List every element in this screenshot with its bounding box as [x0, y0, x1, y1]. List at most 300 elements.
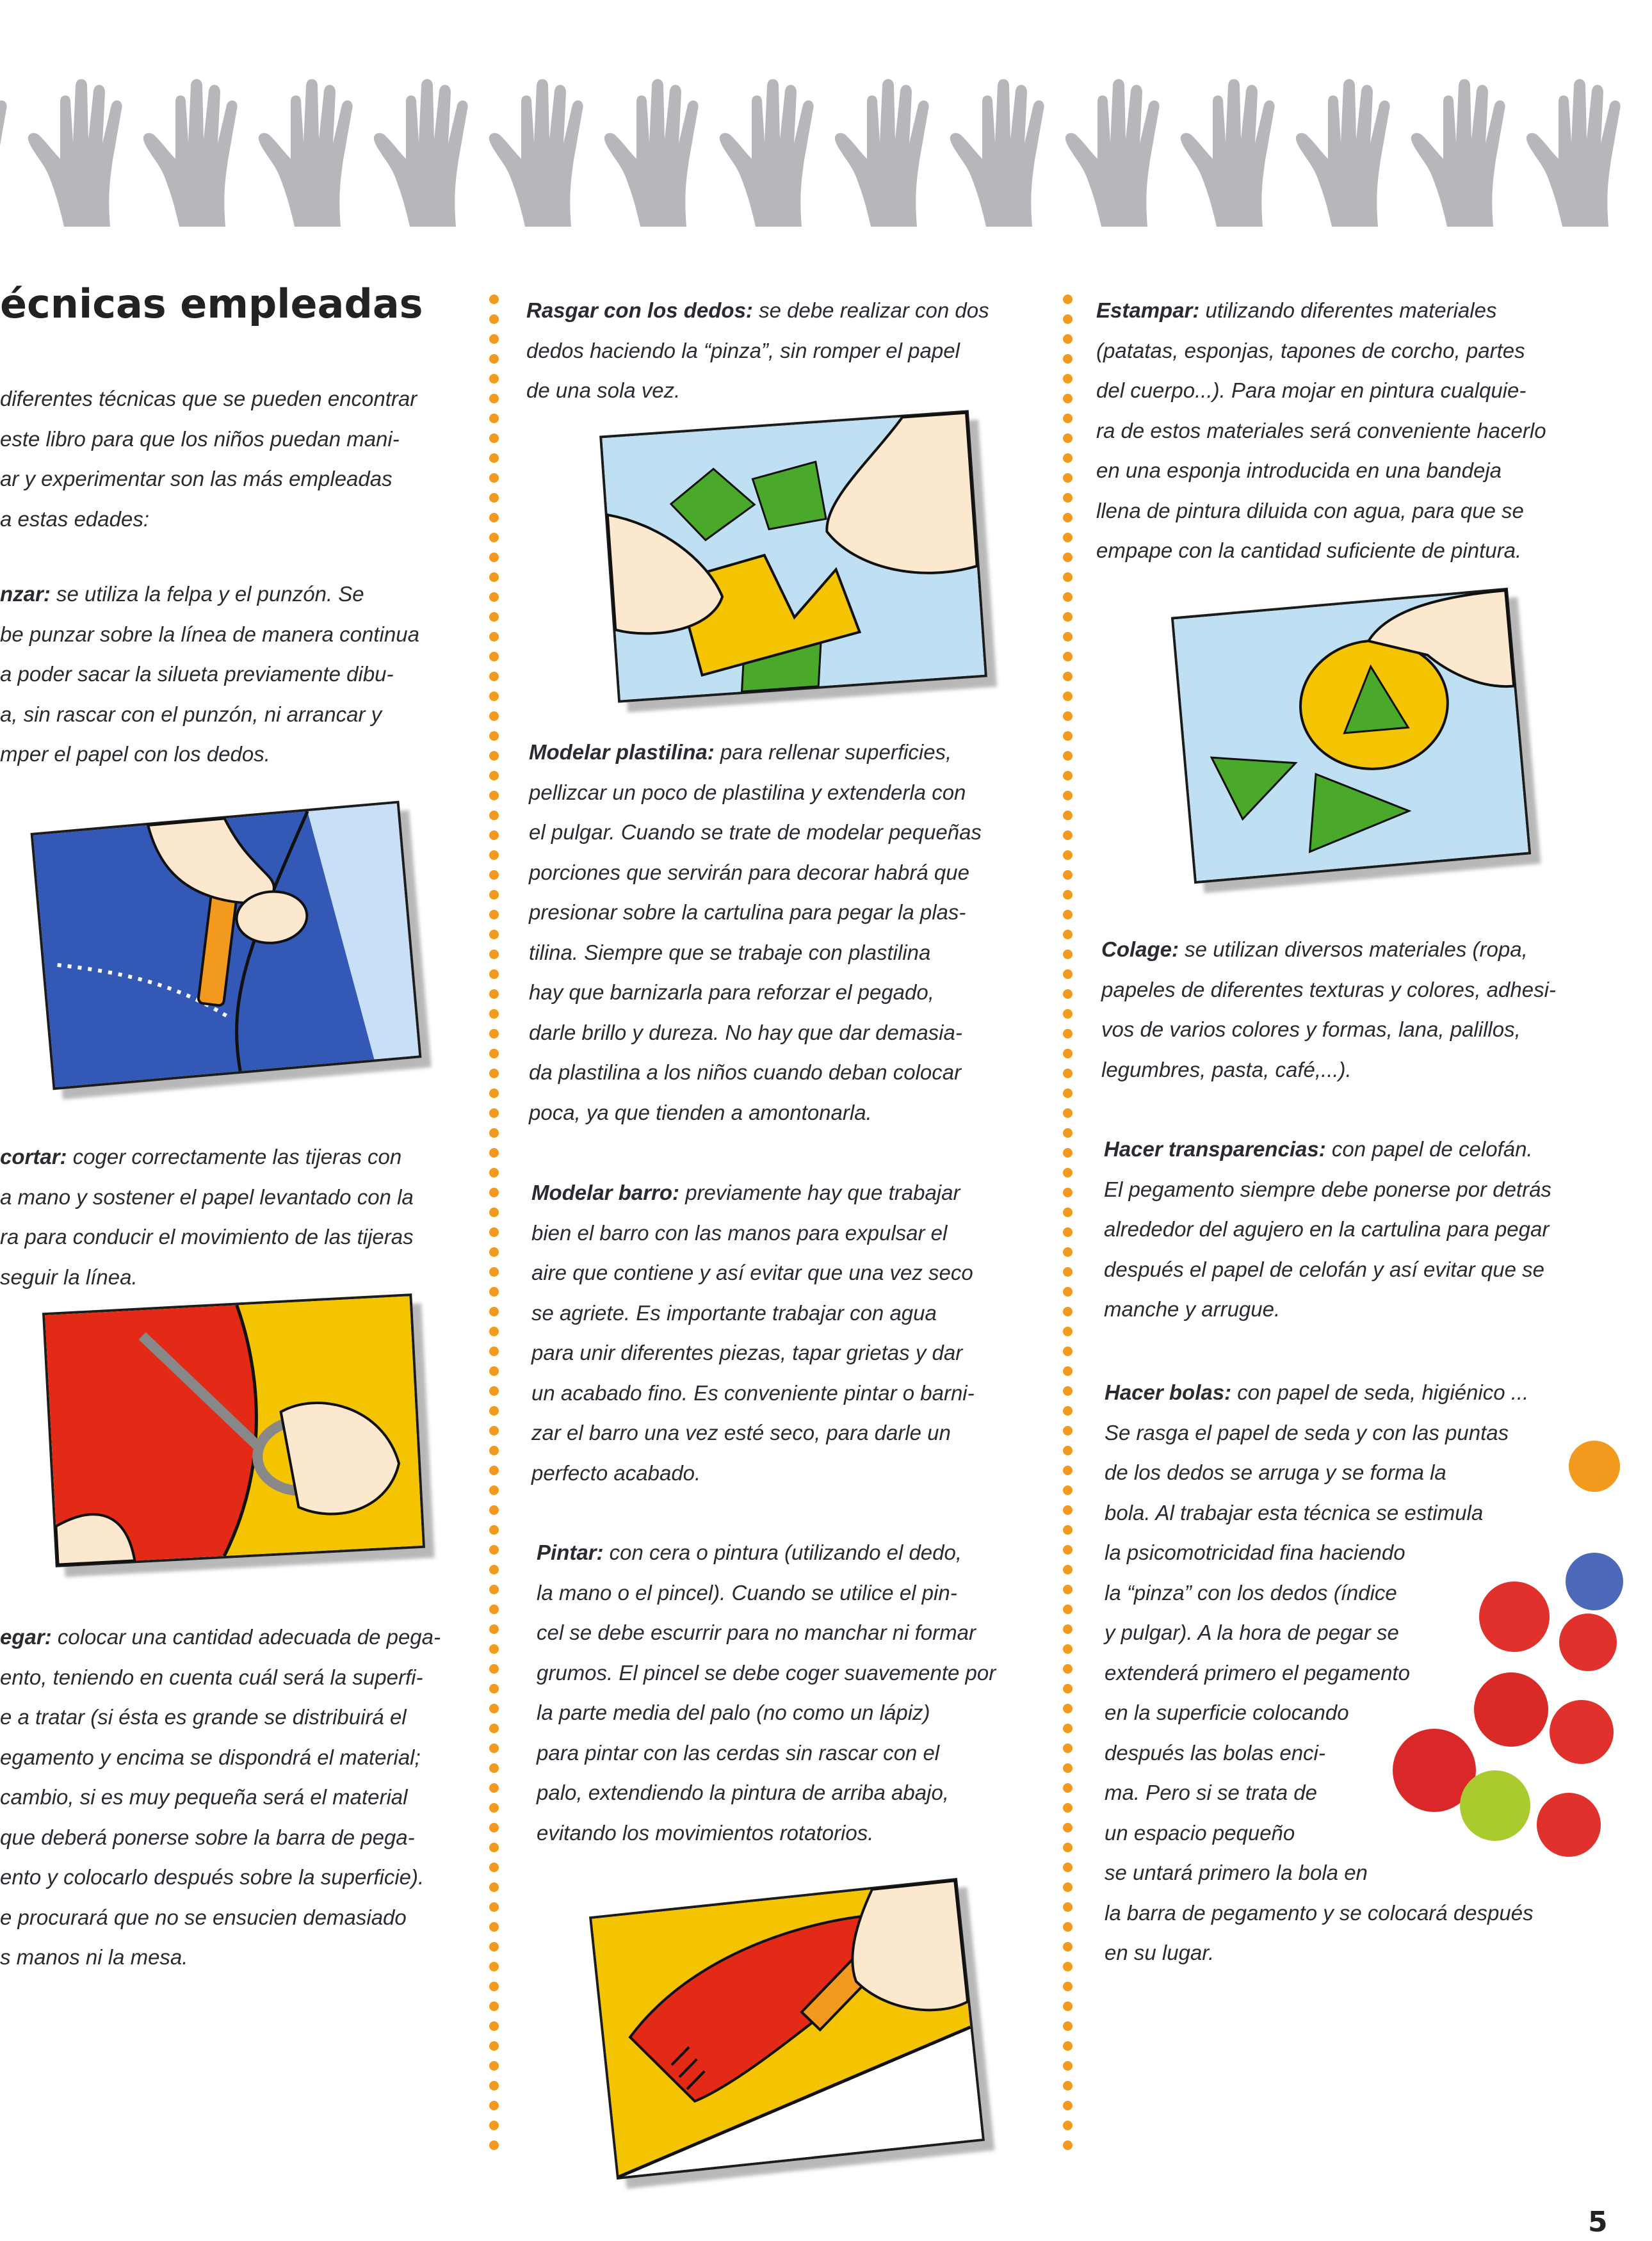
separator-dot — [1063, 1605, 1073, 1614]
text-line: e a tratar (si ésta es grande se distribuirá el — [0, 1705, 407, 1729]
text-line: dedos haciendo la “pinza”, sin romper el papel — [526, 338, 960, 362]
section-bolas — [1105, 1373, 1534, 1973]
section-rasgar — [526, 291, 989, 411]
separator-dot — [489, 771, 499, 781]
separator-dot — [489, 1823, 499, 1832]
text-line: evitando los movimientos rotatorios. — [537, 1820, 874, 1845]
separator-dot — [489, 1366, 499, 1376]
text-line: cel se debe escurrir para no manchar ni formar — [537, 1621, 976, 1644]
separator-dot — [489, 1188, 499, 1197]
section-estampar — [1096, 291, 1546, 571]
text-line: palo, extendiendo la pintura de arriba abajo, — [537, 1781, 949, 1804]
separator-dot — [489, 830, 499, 840]
page-number: 5 — [1588, 2206, 1608, 2238]
text-line: que deberá ponerse sobre la barra de pega- — [0, 1825, 415, 1849]
separator-dot — [489, 394, 499, 403]
separator-dot — [1063, 592, 1073, 602]
separator-dot — [489, 1347, 499, 1356]
separator-dot — [1063, 910, 1073, 919]
section-term: Rasgar con los dedos: — [526, 298, 753, 322]
text-line: pellizcar un poco de plastilina y extenderla con — [529, 780, 966, 804]
separator-dot — [489, 1863, 499, 1872]
hand-icon — [832, 70, 960, 231]
hand-icon — [1409, 70, 1537, 231]
text-line: y pulgar). A la hora de pegar se — [1105, 1621, 1399, 1644]
separator-dot — [1063, 2140, 1073, 2150]
separator-dot — [489, 1227, 499, 1237]
separator-dot — [1063, 1088, 1073, 1098]
separator-dot — [1063, 1327, 1073, 1336]
separator-dot — [1063, 414, 1073, 423]
text-line: se debe realizar con dos — [752, 298, 989, 322]
separator-dot — [489, 850, 499, 860]
text-line: papeles de diferentes texturas y colores, adhesi- — [1101, 977, 1556, 1001]
separator-dot — [1063, 870, 1073, 880]
separator-dot — [489, 473, 499, 483]
hand-icon — [141, 70, 269, 231]
separator-dot — [1063, 1069, 1073, 1078]
text-line: alrededor del agujero en la cartulina para pegar — [1104, 1217, 1550, 1241]
text-line: llena de pintura diluida con agua, para que se — [1096, 498, 1524, 522]
section-punzar — [0, 574, 419, 775]
illustration-recortar — [42, 1293, 425, 1567]
separator-dot — [489, 1426, 499, 1436]
text-line: s manos ni la mesa. — [0, 1945, 188, 1969]
separator-dot — [489, 1783, 499, 1793]
separator-dot — [489, 295, 499, 304]
section-transparencias — [1104, 1129, 1551, 1330]
separator-dot — [489, 1128, 499, 1138]
section-colage — [1101, 930, 1556, 1090]
separator-dot — [1063, 1942, 1073, 1952]
text-line: de los dedos se arruga y se forma la — [1105, 1460, 1446, 1484]
separator-dot — [1063, 1029, 1073, 1039]
text-line: el pulgar. Cuando se trate de modelar pequeñas — [529, 820, 982, 844]
separator-dot — [489, 930, 499, 939]
separator-dot — [1063, 1823, 1073, 1832]
separator-dot — [489, 731, 499, 741]
separator-dot — [1063, 1803, 1073, 1813]
separator-dot — [1063, 433, 1073, 443]
hand-icon — [1178, 70, 1306, 231]
text-line: ento, teniendo en cuenta cuál será la superfi- — [0, 1665, 423, 1689]
separator-dot — [1063, 1227, 1073, 1237]
text-line: después el papel de celofán y así evitar que se — [1104, 1257, 1544, 1281]
separator-dot — [489, 1803, 499, 1813]
separator-dot — [1063, 989, 1073, 999]
separator-dot — [1063, 1863, 1073, 1872]
text-line: para pintar con las cerdas sin rascar con el — [537, 1740, 940, 1765]
separator-dot — [489, 1545, 499, 1555]
illustration-pintar — [589, 1878, 985, 2180]
separator-dot — [489, 1069, 499, 1078]
text-line: Se rasga el papel de seda y con las puntas — [1105, 1420, 1509, 1444]
separator-dot — [489, 632, 499, 642]
separator-dot — [1063, 1962, 1073, 1971]
text-line: e procurará que no se ensucien demasiado — [0, 1905, 407, 1929]
separator-dot — [1063, 1505, 1073, 1515]
separator-dot — [1063, 692, 1073, 701]
separator-dot — [1063, 731, 1073, 741]
separator-dot — [489, 2002, 499, 2011]
separator-dot — [489, 1446, 499, 1455]
separator-dot — [489, 1307, 499, 1316]
separator-dot — [489, 414, 499, 423]
text-line: en una esponja introducida en una bandeja — [1096, 458, 1502, 482]
separator-dot — [489, 989, 499, 999]
text-line: grumos. El pincel se debe coger suavemente por — [537, 1660, 996, 1685]
separator-dot — [489, 890, 499, 900]
section-term: Pintar: — [537, 1541, 604, 1564]
separator-dot — [489, 1505, 499, 1515]
separator-dot — [1063, 354, 1073, 364]
separator-dot — [489, 533, 499, 542]
separator-dot — [489, 592, 499, 602]
text-line: vos de varios colores y formas, lana, palillos, — [1101, 1017, 1521, 1041]
text-line: ma. Pero si se trata de — [1105, 1781, 1317, 1804]
separator-dot — [1063, 1128, 1073, 1138]
text-line: mper el papel con los dedos. — [0, 742, 270, 766]
separator-dot — [1063, 850, 1073, 860]
separator-dot — [1063, 811, 1073, 820]
section-term: Estampar: — [1096, 298, 1200, 322]
separator-dot — [489, 1247, 499, 1257]
text-line: presionar sobre la cartulina para pegar la plas- — [529, 900, 966, 924]
separator-dot — [1063, 1843, 1073, 1852]
separator-dot — [489, 493, 499, 503]
text-line: a poder sacar la silueta previamente dibu- — [0, 662, 394, 686]
separator-dot — [489, 433, 499, 443]
separator-dot — [1063, 334, 1073, 344]
separator-dot — [489, 453, 499, 463]
text-line: extenderá primero el pegamento — [1105, 1660, 1410, 1685]
separator-dot — [1063, 394, 1073, 403]
text-line: ar y experimentar son las más empleadas — [0, 467, 393, 490]
separator-dot — [489, 910, 499, 919]
text-line: bola. Al trabajar esta técnica se estimula — [1105, 1500, 1484, 1525]
separator-dot — [1063, 2081, 1073, 2091]
separator-dot — [489, 1704, 499, 1713]
text-line: ra para conducir el movimiento de las tijeras — [0, 1225, 414, 1249]
separator-dot — [1063, 1347, 1073, 1356]
section-term: nzar: — [0, 582, 51, 606]
separator-dot — [1063, 930, 1073, 939]
hand-icon — [948, 70, 1076, 231]
separator-dot — [489, 1208, 499, 1217]
text-line: darle brillo y dureza. No hay que dar demasia- — [529, 1020, 962, 1044]
separator-dot — [1063, 1247, 1073, 1257]
separator-dot — [1063, 1743, 1073, 1753]
separator-dot — [489, 1088, 499, 1098]
separator-dot — [489, 2121, 499, 2130]
hand-icon — [371, 70, 499, 231]
hand-icon — [602, 70, 730, 231]
separator-dot — [489, 1624, 499, 1634]
text-line: con cera o pintura (utilizando el dedo, — [603, 1541, 962, 1564]
section-pegar — [0, 1617, 441, 1978]
separator-dot — [1063, 1982, 1073, 1991]
hand-icon — [487, 70, 615, 231]
text-line: a mano y sostener el papel levantado con la — [0, 1185, 414, 1209]
text-line: ento y colocarlo después sobre la superficie). — [0, 1865, 425, 1889]
separator-dot — [489, 1267, 499, 1277]
text-line: cambio, si es muy pequeña será el material — [0, 1785, 408, 1809]
text-line: de una sola vez. — [526, 378, 681, 402]
separator-dot — [1063, 1148, 1073, 1158]
separator-dot — [1063, 612, 1073, 622]
separator-dot — [1063, 553, 1073, 562]
text-line: un espacio pequeño — [1105, 1820, 1295, 1845]
separator-dot — [489, 969, 499, 979]
separator-dot — [1063, 2041, 1073, 2051]
section-modelar-plastilina — [529, 732, 982, 1133]
separator-dot — [1063, 295, 1073, 304]
text-line: colocar una cantidad adecuada de pega- — [51, 1625, 441, 1649]
separator-dot — [1063, 1485, 1073, 1495]
separator-dot — [1063, 1704, 1073, 1713]
separator-dot — [489, 374, 499, 384]
separator-dot — [1063, 1386, 1073, 1396]
text-line: la psicomotricidad fina haciendo — [1105, 1541, 1405, 1564]
separator-dot — [489, 1287, 499, 1297]
separator-dot — [1063, 830, 1073, 840]
separator-dot — [1063, 1208, 1073, 1217]
text-line: perfecto acabado. — [531, 1460, 701, 1485]
separator-dot — [1063, 1783, 1073, 1793]
text-line: un acabado fino. Es conveniente pintar o barni- — [531, 1380, 975, 1405]
separator-dot — [1063, 1585, 1073, 1594]
separator-dot — [489, 1565, 499, 1574]
separator-dot — [489, 1585, 499, 1594]
separator-dot — [489, 1962, 499, 1971]
text-line: para unir diferentes piezas, tapar grietas y dar — [531, 1341, 963, 1364]
illustration-punzar — [31, 801, 422, 1090]
text-line: a estas edades: — [0, 506, 149, 531]
header-hands-band — [0, 70, 1601, 237]
separator-dot — [1063, 2002, 1073, 2011]
separator-dot — [489, 1108, 499, 1118]
separator-dot — [489, 1485, 499, 1495]
separator-dot — [1063, 1724, 1073, 1733]
separator-dot — [1063, 751, 1073, 761]
separator-dot — [1063, 1624, 1073, 1634]
separator-dot — [1063, 1763, 1073, 1773]
separator-dot — [1063, 1565, 1073, 1574]
text-line: en la superficie colocando — [1105, 1701, 1349, 1724]
separator-dot — [489, 1466, 499, 1475]
separator-dot — [489, 711, 499, 721]
separator-dot — [1063, 572, 1073, 582]
text-line: la mano o el pincel). Cuando se utilice el pin- — [537, 1580, 957, 1605]
separator-dot — [489, 1843, 499, 1852]
text-line: empape con la cantidad suficiente de pintura. — [1096, 538, 1522, 562]
text-line: para rellenar superficies, — [714, 740, 952, 764]
text-line: manche y arrugue. — [1104, 1297, 1281, 1321]
separator-dot — [1063, 1664, 1073, 1674]
separator-dot — [489, 2101, 499, 2110]
hand-icon — [256, 70, 384, 231]
separator-dot — [489, 2021, 499, 2031]
separator-dot — [489, 354, 499, 364]
page-title: écnicas empleadas — [0, 280, 423, 327]
separator-dot — [489, 1882, 499, 1892]
separator-dot — [1063, 2121, 1073, 2130]
separator-dot — [489, 751, 499, 761]
separator-dot — [489, 950, 499, 959]
separator-dot — [1063, 374, 1073, 384]
text-line: bien el barro con las manos para expulsar el — [531, 1220, 948, 1245]
section-term: Colage: — [1101, 937, 1179, 961]
separator-dot — [489, 1743, 499, 1753]
text-line: El pegamento siempre debe ponerse por detrás — [1104, 1177, 1551, 1201]
bullet-separator-right — [1063, 295, 1072, 2145]
separator-dot — [1063, 1545, 1073, 1555]
text-line: a, sin rascar con el punzón, ni arrancar y — [0, 702, 382, 726]
text-line: este libro para que los niños puedan mani- — [0, 426, 400, 451]
separator-dot — [1063, 1049, 1073, 1058]
separator-dot — [1063, 969, 1073, 979]
text-line: da plastilina a los niños cuando deban colocar — [529, 1060, 962, 1084]
text-line: utilizando diferentes materiales — [1199, 298, 1497, 322]
section-term: Hacer bolas: — [1105, 1380, 1232, 1404]
separator-dot — [1063, 791, 1073, 800]
hand-icon — [1524, 70, 1652, 231]
text-line: zar el barro una vez esté seco, para darle un — [531, 1421, 951, 1444]
separator-dot — [489, 1684, 499, 1694]
separator-dot — [1063, 1307, 1073, 1316]
section-term: Hacer transparencias: — [1104, 1137, 1326, 1161]
separator-dot — [489, 1664, 499, 1674]
text-line: diferentes técnicas que se pueden encontrar — [0, 387, 417, 410]
separator-dot — [1063, 711, 1073, 721]
separator-dot — [489, 1168, 499, 1177]
separator-dot — [1063, 1902, 1073, 1912]
separator-dot — [489, 1942, 499, 1952]
hand-icon — [717, 70, 845, 231]
text-line: después las bolas enci- — [1105, 1740, 1325, 1765]
separator-dot — [1063, 493, 1073, 503]
text-line: seguir la línea. — [0, 1265, 138, 1289]
text-line: con papel de seda, higiénico ... — [1231, 1380, 1529, 1404]
separator-dot — [1063, 2101, 1073, 2110]
separator-dot — [1063, 1108, 1073, 1118]
text-line: egamento y encima se dispondrá el material; — [0, 1745, 421, 1769]
illustration-rasgar — [599, 410, 987, 702]
text-line: poca, ya que tienden a amontonarla. — [529, 1100, 872, 1124]
text-line: la barra de pegamento y se colocará después — [1105, 1900, 1534, 1925]
separator-dot — [1063, 1644, 1073, 1654]
text-line: se agriete. Es importante trabajar con agua — [531, 1300, 937, 1325]
section-modelar-barro — [531, 1173, 975, 1493]
separator-dot — [489, 1406, 499, 1416]
text-line: se untará primero la bola en — [1105, 1861, 1368, 1884]
separator-dot — [1063, 771, 1073, 781]
separator-dot — [1063, 1525, 1073, 1535]
intro-paragraph — [0, 379, 417, 539]
separator-dot — [1063, 950, 1073, 959]
separator-dot — [489, 1386, 499, 1396]
separator-dot — [489, 1049, 499, 1058]
separator-dot — [1063, 453, 1073, 463]
separator-dot — [489, 1763, 499, 1773]
text-line: (patatas, esponjas, tapones de corcho, partes — [1096, 338, 1525, 362]
separator-dot — [1063, 314, 1073, 324]
text-line: aire que contiene y así evitar que una vez seco — [531, 1261, 973, 1284]
separator-dot — [489, 2140, 499, 2150]
text-line: se utilizan diversos materiales (ropa, — [1179, 937, 1528, 961]
separator-dot — [489, 692, 499, 701]
separator-dot — [1063, 1466, 1073, 1475]
separator-dot — [489, 652, 499, 661]
separator-dot — [489, 572, 499, 582]
separator-dot — [1063, 1287, 1073, 1297]
text-line: del cuerpo...). Para mojar en pintura cualquie- — [1096, 378, 1526, 402]
separator-dot — [489, 1029, 499, 1039]
illustration-estampar — [1171, 588, 1531, 884]
separator-dot — [489, 1009, 499, 1019]
separator-dot — [489, 2081, 499, 2091]
text-line: hay que barnizarla para reforzar el pegado, — [529, 980, 934, 1004]
separator-dot — [489, 553, 499, 562]
text-line: ra de estos materiales será conveniente hacerlo — [1096, 418, 1546, 442]
hand-icon — [26, 70, 154, 231]
separator-dot — [1063, 1009, 1073, 1019]
separator-dot — [489, 1922, 499, 1932]
separator-dot — [489, 1525, 499, 1535]
separator-dot — [1063, 473, 1073, 483]
text-line: coger correctamente las tijeras con — [67, 1145, 402, 1169]
separator-dot — [489, 1902, 499, 1912]
separator-dot — [489, 870, 499, 880]
text-line: con papel de celofán. — [1325, 1137, 1533, 1161]
separator-dot — [1063, 672, 1073, 681]
text-line: en su lugar. — [1105, 1941, 1215, 1964]
text-line: la parte media del palo (no como un lápiz) — [537, 1701, 930, 1724]
separator-dot — [1063, 1366, 1073, 1376]
section-pintar — [537, 1533, 996, 1853]
separator-dot — [1063, 513, 1073, 522]
separator-dot — [489, 1327, 499, 1336]
separator-dot — [489, 2041, 499, 2051]
separator-dot — [489, 2061, 499, 2071]
section-term: Modelar plastilina: — [529, 740, 715, 764]
separator-dot — [1063, 2061, 1073, 2071]
text-line: be punzar sobre la línea de manera continua — [0, 622, 419, 646]
separator-dot — [489, 612, 499, 622]
text-line: tilina. Siempre que se trabaje con plastilina — [529, 940, 931, 964]
hand-icon — [1063, 70, 1191, 231]
separator-dot — [1063, 1168, 1073, 1177]
separator-dot — [1063, 1188, 1073, 1197]
separator-dot — [489, 791, 499, 800]
hand-icon — [1293, 70, 1421, 231]
text-line: porciones que servirán para decorar habrá que — [529, 860, 969, 884]
section-term: Modelar barro: — [531, 1181, 680, 1204]
separator-dot — [489, 314, 499, 324]
separator-dot — [1063, 1922, 1073, 1932]
separator-dot — [489, 1644, 499, 1654]
separator-dot — [489, 1605, 499, 1614]
separator-dot — [1063, 632, 1073, 642]
text-line: previamente hay que trabajar — [679, 1181, 960, 1204]
separator-dot — [1063, 1267, 1073, 1277]
separator-dot — [1063, 1406, 1073, 1416]
separator-dot — [489, 1724, 499, 1733]
text-line: la “pinza” con los dedos (índice — [1105, 1580, 1397, 1605]
separator-dot — [489, 811, 499, 820]
separator-dot — [1063, 1426, 1073, 1436]
section-recortar — [0, 1137, 414, 1297]
